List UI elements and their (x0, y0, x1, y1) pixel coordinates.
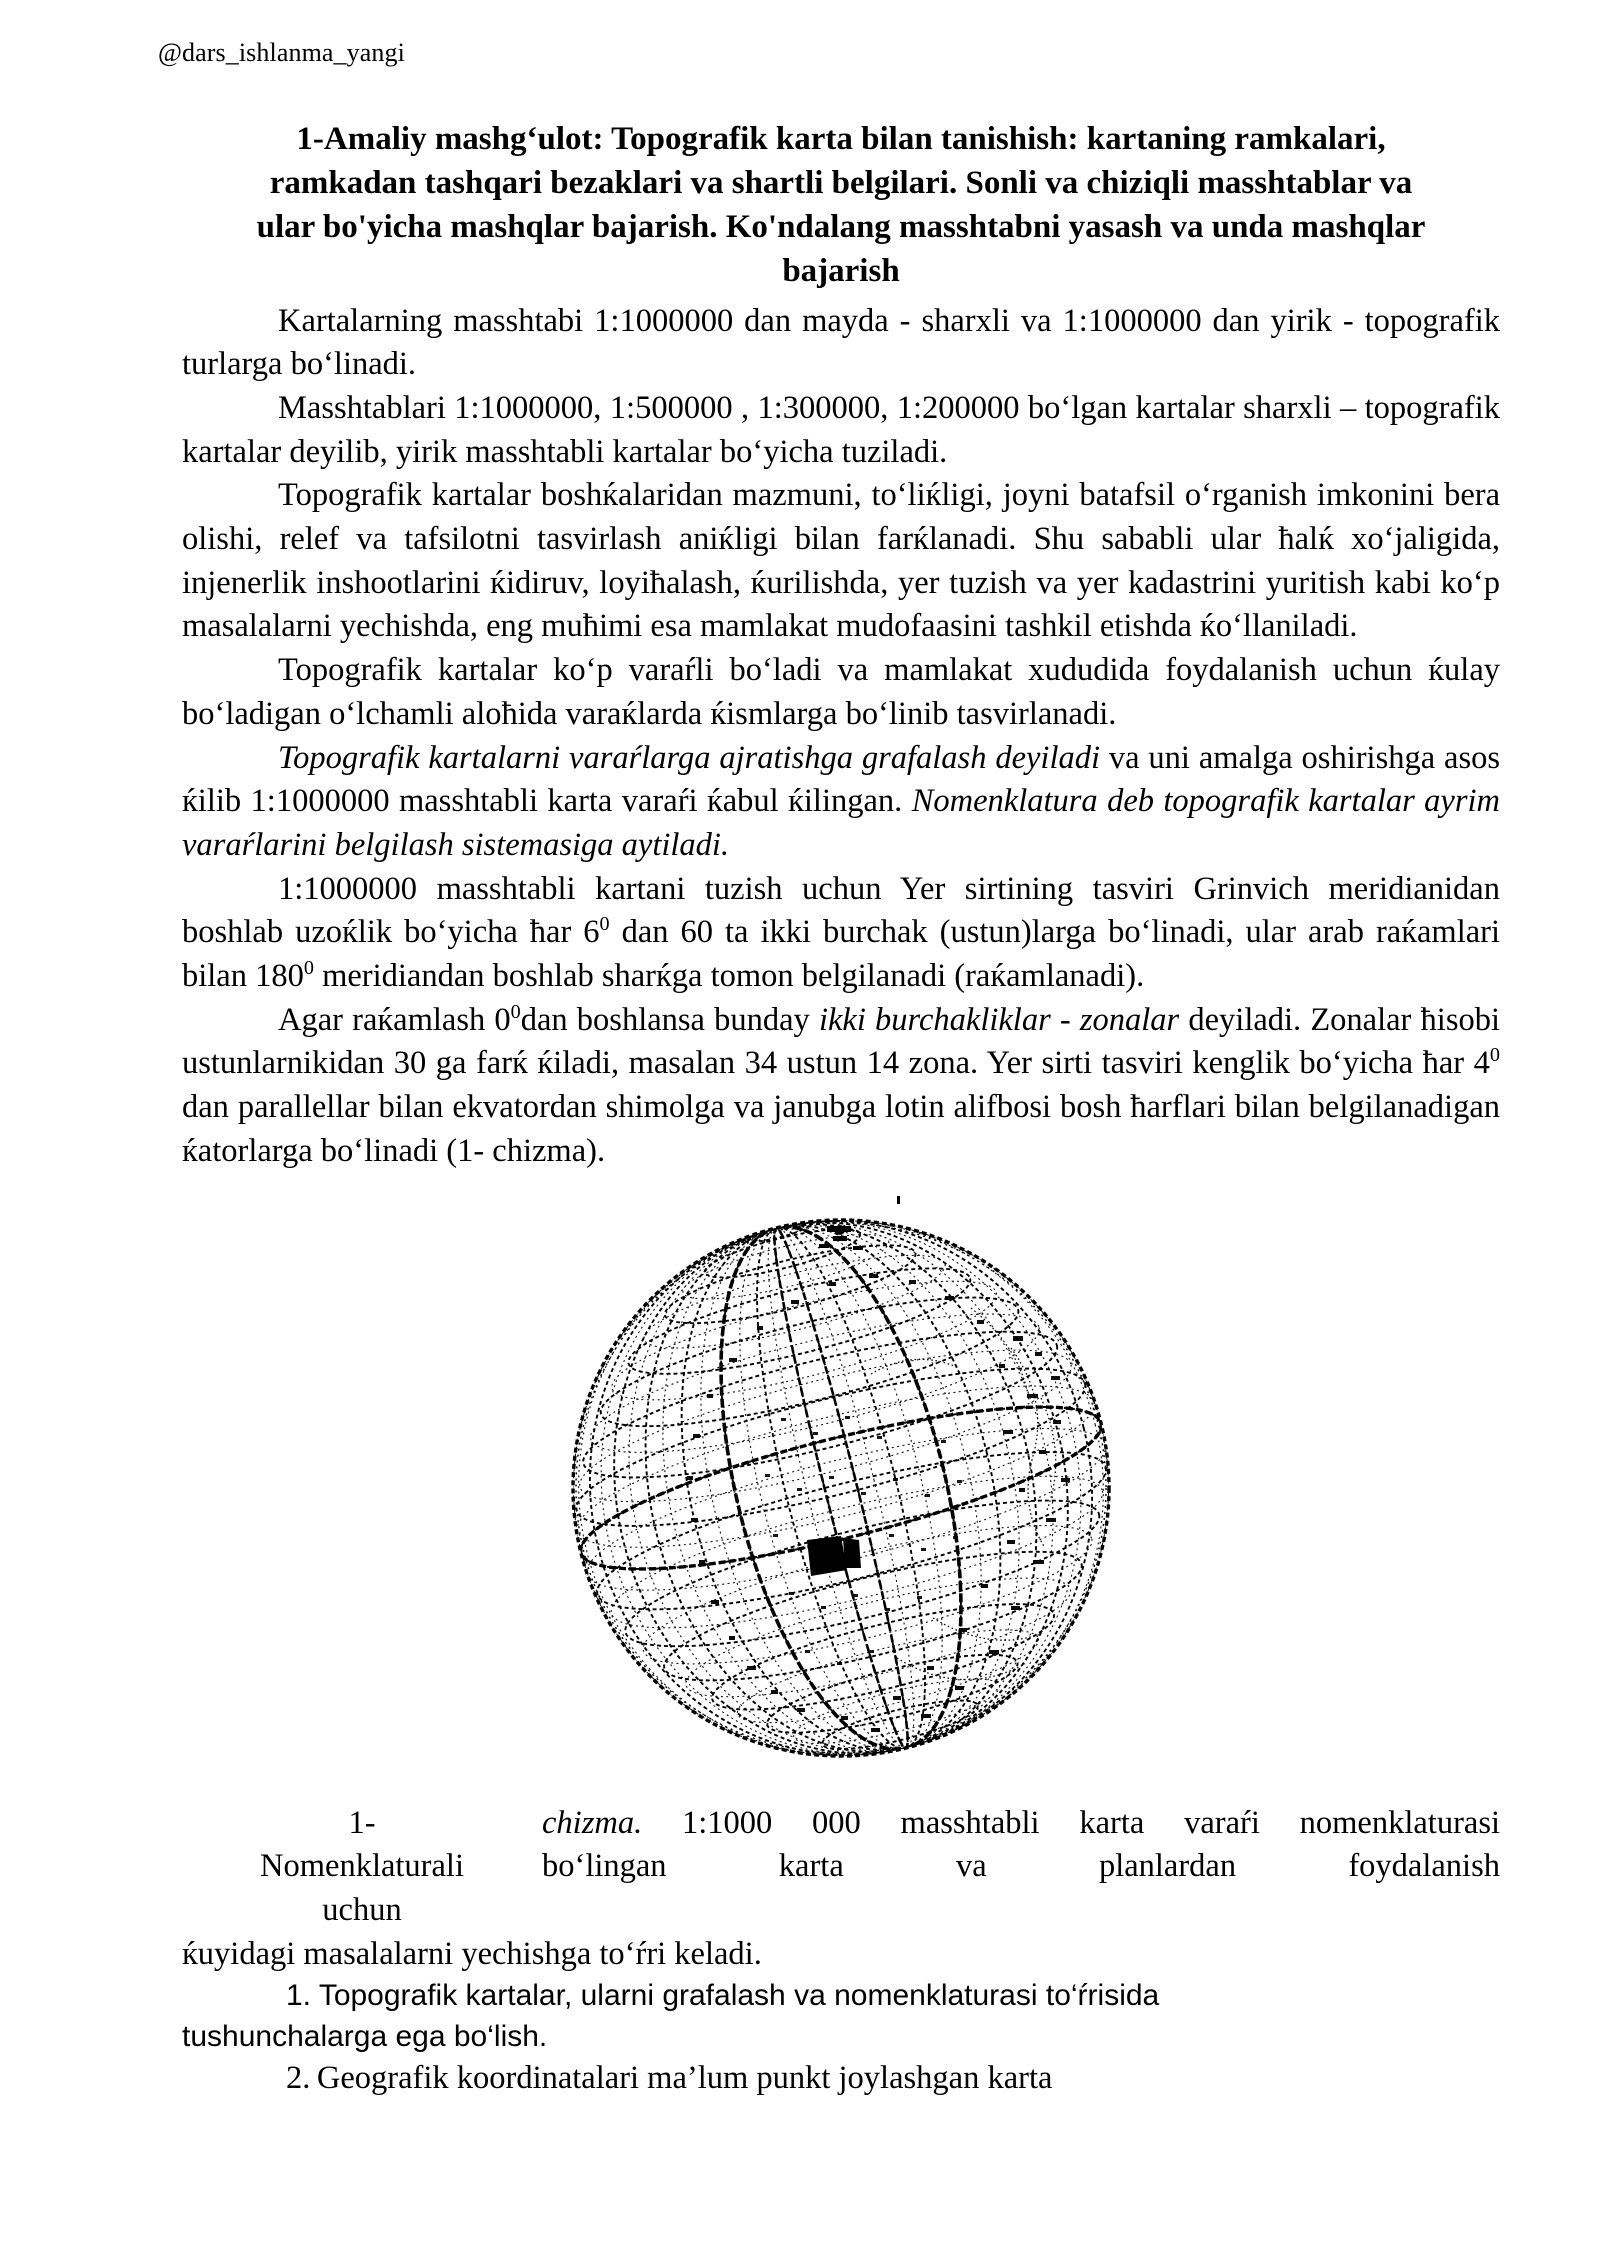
caption-figure-number: 1- (348, 1804, 376, 1841)
page-title (182, 118, 1500, 294)
paragraph-2: Masshtablari 1:1000000, 1:500000 , 1:300000, 1:200000 bo‘lgan kartalar sharxli – topografik kartalar deyilib, yirik masshtabli kartalar bo‘yicha tuziladi. (182, 389, 1500, 470)
tail-list-item-2: 2. Geografik koordinatalari ma’lum punkt joylashgan karta (286, 2060, 1053, 2097)
title-line-2: ramkadan tashqari bezaklari va shartli belgilari. Sonli va chiziqli masshtablar va (269, 164, 1413, 201)
title-line-3: ular bo'yicha mashqlar bajarish. Ko'ndalang masshtabni yasash va unda mashqlar (256, 208, 1426, 245)
caption-left-3: uchun (322, 1891, 402, 1928)
paragraph-5-italic-b: Nomenklatura deb topografik kartalar ayrim varaŕlarini belgilash sistemasiga aytiladi. (182, 783, 1500, 863)
document-content (182, 118, 1500, 2101)
paragraph-6 (182, 868, 1500, 999)
tail-list-item-1-cont: tushunchalarga ega bo‘lish. (182, 2019, 548, 2053)
paragraph-7-a: Agar raќamlash 0 (278, 1001, 511, 1038)
paragraph-7 (182, 999, 1500, 1174)
degree-superscript-6a: 0 (599, 913, 610, 936)
caption-row-1 (182, 1802, 1500, 1846)
caption-row-3 (182, 1889, 1500, 1933)
title-line-1: 1-Amaliy mashg‘ulot: Topografik karta bilan tanishish: kartaning ramkalari, (296, 121, 1386, 157)
paragraph-6-c: meridiandan boshlab sharќga tomon belgilanadi (raќamlanadi). (313, 958, 1145, 995)
tail-list-item-1: 1. Topografik kartalar, ularni grafalash va nomenklaturasi to‘ŕrisida (286, 1979, 1160, 2013)
paragraph-5-normal: va uni amalga oshirishga asos ќilib 1:1000000 masshtabli karta varaŕi ќabul ќilingan. (182, 739, 1500, 820)
running-head: @dars_ishlanma_yangi (158, 38, 405, 67)
degree-superscript-180: 0 (303, 957, 314, 980)
paragraph-5-italic-a: Topografik kartalarni varaŕlarga ajratishga grafalash deyiladi (278, 739, 1101, 776)
figure-globe (182, 1188, 1500, 1798)
caption-left-2: Nomenklaturali (260, 1848, 464, 1885)
caption-rest-1: 1:1000 000 masshtabli karta varaŕi nomenklaturasi (642, 1804, 1500, 1841)
caption-text-1 (542, 1802, 1500, 1846)
paragraph-7-d: dan parallellar bilan ekvatordan shimolga va janubga lotin alifbosi bosh ħarflari bilan belgilanadigan ќatorlarga bo‘linadi (1- chizma). (182, 1089, 1500, 1169)
paragraph-1: Kartalarning masshtabi 1:1000000 dan mayda - sharxli va 1:1000000 dan yirik - topografik turlarga bo‘linadi. (182, 302, 1500, 383)
paragraph-6-b: dan 60 ta ikki burchak (ustun)larga bo‘linadi, ular arab raќamlari bilan 180 (182, 914, 1500, 995)
globe-graticule-icon (541, 1188, 1141, 1788)
caption-row-2 (182, 1845, 1500, 1889)
stray-ink-mark (897, 1196, 900, 1204)
degree-superscript-0: 0 (510, 1000, 521, 1023)
tail-paragraph-1: ќuyidagi masalalarni yechishga to‘ŕri keladi. (182, 1935, 762, 1972)
title-line-4: bajarish (782, 252, 900, 289)
degree-superscript-4: 0 (1489, 1044, 1500, 1067)
paragraph-6-a: 1:1000000 masshtabli kartani tuzish uchun Yer sirtining tasviri Grinvich meridianidan boshlab uzoќlik bo‘yicha ħar 6 (182, 870, 1500, 951)
caption-text-2: bo‘lingan karta va planlardan foydalanish (542, 1848, 1500, 1885)
figure-caption (182, 1802, 1500, 1933)
paragraph-7-b: dan boshlansa bunday (520, 1001, 819, 1038)
caption-chizma-italic: chizma. (542, 1804, 643, 1841)
paragraph-5 (182, 737, 1500, 868)
paragraph-4: Topografik kartalar ko‘p varaŕli bo‘ladi va mamlakat xududida foydalanish uchun ќulay bo‘ladigan o‘lchamli aloħida varaќlarda ќismlarga bo‘linib tasvirlanadi. (182, 652, 1500, 732)
paragraph-3: Topografik kartalar boshќalaridan mazmuni, to‘liќligi, joyni batafsil o‘rganish imkonini bera olishi, relef va tafsilotni tasvirlash aniќligi bilan farќlanadi. Shu sababli ular ħalќ xo‘jaligida, injenerlik inshootlarini ќidiruv, loyiħalash, ќurilishda, yer tuzish va yer kadastrini yuritish kabi ko‘p masalalarni yechishda, eng muħimi esa mamlakat mudofaasini tashkil etishda ќo‘llaniladi. (182, 477, 1500, 645)
paragraph-7-c: deyiladi. Zonalar ħisobi ustunlarnikidan 30 ga farќ ќiladi, masalan 34 ustun 14 zona. Yer sirti tasviri kenglik bo‘yicha ħar 4 (182, 1001, 1500, 1082)
paragraph-7-italic: ikki burchakliklar - zonalar (818, 1001, 1180, 1038)
